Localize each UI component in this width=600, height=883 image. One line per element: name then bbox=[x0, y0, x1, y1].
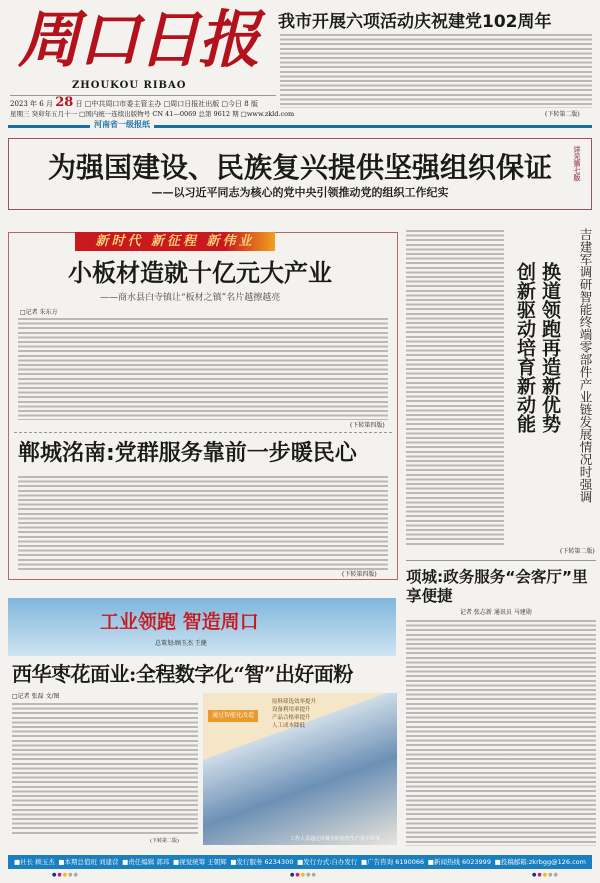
right-headline-kicker: 吉建军调研智能终端零部件产业链发展情况时强调 bbox=[578, 228, 593, 503]
see-page[interactable]: 详见第七版 bbox=[573, 146, 582, 181]
feature-headline[interactable]: 小板材造就十亿元大产业 bbox=[68, 258, 332, 287]
infographic-list bbox=[272, 698, 316, 730]
infographic-label: 通过智能化改造 bbox=[208, 710, 258, 722]
color-registration-mark: ●●●●● bbox=[52, 872, 79, 878]
infographic-item: 人工成本降低 bbox=[272, 723, 306, 729]
continued-note: (下转第四版) bbox=[350, 422, 385, 429]
footer-item: ■发行方式:自办发行 bbox=[297, 858, 358, 866]
footer-item: ■社长 顾玉杰 bbox=[14, 858, 55, 866]
grade-label: 河南省一级报纸 bbox=[90, 120, 154, 130]
right-headline-main[interactable]: 换道领跑再造新优势 创新驱动培育新动能 bbox=[514, 262, 561, 433]
footer-bar bbox=[8, 855, 592, 869]
footer-item: ■投稿邮箱:zkrbgg@126.com bbox=[494, 858, 586, 866]
continued-note: (下转第二版) bbox=[150, 838, 179, 844]
lead-headline[interactable]: 为强国建设、民族复兴提供坚强组织保证 bbox=[47, 151, 552, 184]
footer-item: ■发行服务 6234300 bbox=[230, 858, 294, 866]
lead-subtitle: ——以习近平同志为核心的党中央引领推动党的组织工作纪实 bbox=[151, 186, 449, 199]
continued-note: (下转第二版) bbox=[560, 548, 595, 555]
footer-item: ■广告咨询 6190066 bbox=[361, 858, 425, 866]
date-day: 28 bbox=[55, 95, 74, 110]
story3 bbox=[406, 568, 596, 846]
feature-banner: 新时代 新征程 新伟业 bbox=[75, 232, 275, 251]
color-registration-mark: ●●●●● bbox=[532, 872, 559, 878]
story2-body bbox=[18, 476, 388, 570]
footer-item: ■新闻热线 6023999 bbox=[427, 858, 491, 866]
masthead-pinyin: ZHOUKOU RIBAO bbox=[72, 80, 187, 91]
industry-body bbox=[12, 703, 198, 835]
feature-body bbox=[18, 318, 388, 420]
date-prefix: 2023 年 6 月 bbox=[10, 100, 53, 108]
infographic-item: 产品合格率提升 bbox=[272, 715, 311, 721]
infographic-item: 设备利用率提升 bbox=[272, 707, 311, 713]
story2-headline[interactable]: 郸城洺南:党群服务靠前一步暖民心 bbox=[18, 441, 357, 466]
feature-subtitle: ——商水县白寺镇让“板材之镇”名片越擦越亮 bbox=[100, 293, 281, 303]
date-suffix: 日 bbox=[75, 100, 83, 108]
footer-item: ■本期总值班 刘建营 bbox=[58, 858, 119, 866]
top-story-body bbox=[280, 34, 592, 108]
continued-note: (下转第二版) bbox=[545, 111, 580, 118]
footer-item: ■视觉统筹 王朝辉 bbox=[172, 858, 227, 866]
continued-note: (下转第四版) bbox=[342, 571, 377, 578]
publisher-info: □中共周口市委主管主办 □周口日报社出版 □今日 8 版 bbox=[84, 100, 258, 108]
industry-banner-title: 工业领跑 智造周口 bbox=[100, 611, 259, 633]
industry-planner: 总策划:顾玉杰 王健 bbox=[155, 640, 207, 647]
story3-headline[interactable]: 项城:政务服务“会客厅”里享便捷 bbox=[406, 568, 588, 605]
feature-byline: □记者 朱东方 bbox=[20, 309, 58, 316]
story3-byline: 记者 张志新 通讯员 马建勋 bbox=[460, 609, 532, 616]
industry-headline[interactable]: 西华枣花面业:全程数字化“智”出好面粉 bbox=[12, 662, 353, 686]
story3-body bbox=[406, 620, 596, 846]
issue-info: 星期三 癸卯年五月十一 □国内统一连续出版物号 CN 41—0069 总第 9612 期 □www.zkld.com bbox=[10, 110, 295, 118]
industry-byline: □记者 张磊 文/图 bbox=[12, 693, 60, 700]
color-registration-mark: ●●●●● bbox=[290, 872, 317, 878]
top-story-headline[interactable]: 我市开展六项活动庆祝建党102周年 bbox=[278, 12, 552, 32]
masthead-logo: 周口日报 bbox=[18, 3, 259, 76]
right-story-body bbox=[406, 230, 504, 545]
divider bbox=[14, 432, 392, 433]
divider bbox=[406, 560, 596, 561]
date-row bbox=[10, 96, 258, 111]
footer-item: ■责任编辑 郭玮 bbox=[122, 858, 170, 866]
photo-caption: 工作人员通过屏幕实时监控生产各个环节。 bbox=[290, 836, 386, 842]
infographic-item: 原料筛选效率提升 bbox=[272, 699, 317, 705]
